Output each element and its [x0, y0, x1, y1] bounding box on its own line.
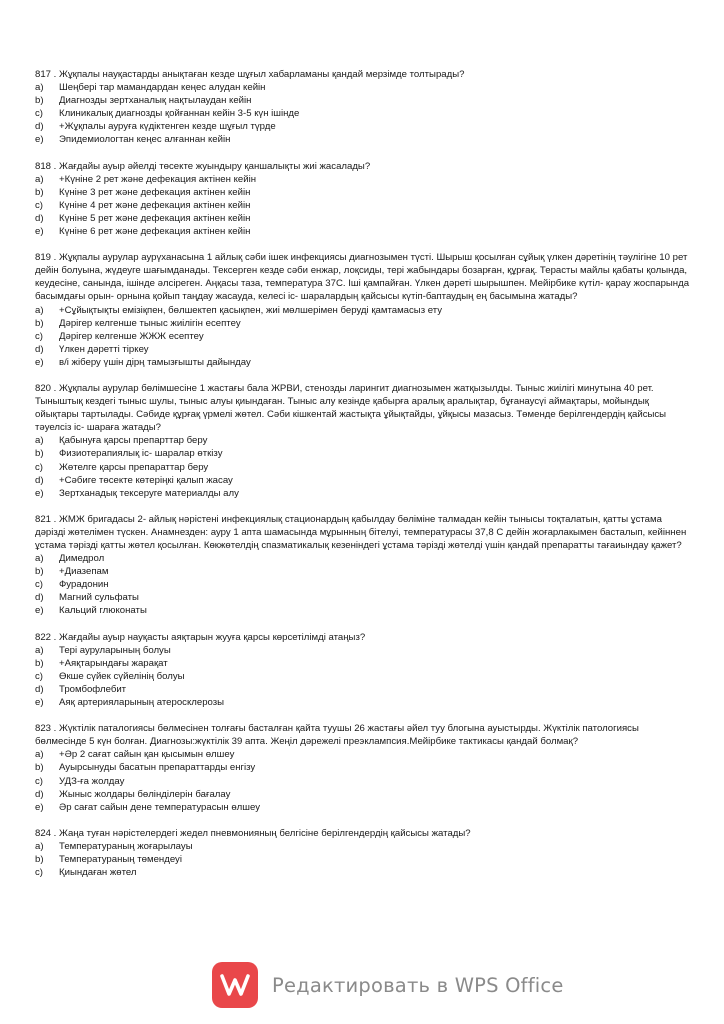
- question-block: [35, 827, 690, 879]
- option-letter: e): [35, 801, 44, 813]
- answer-option: [35, 591, 690, 604]
- option-letter: a): [35, 173, 44, 185]
- option-text: +Жұқпалы ауруға күдіктенген кезде шұғыл түрде: [59, 121, 276, 133]
- option-letter: d): [35, 788, 44, 800]
- answer-option: [35, 212, 690, 225]
- option-text: Диагнозды зертханалық нақтылаудан кейін: [59, 95, 252, 107]
- option-text: Магний сульфаты: [59, 592, 139, 604]
- option-letter: e): [35, 487, 44, 499]
- answer-option: [35, 474, 690, 487]
- option-letter: e): [35, 226, 44, 238]
- option-letter: d): [35, 592, 44, 604]
- option-text: +Күніне 2 рет және дефекация актінен кейін: [59, 173, 256, 185]
- option-letter: c): [35, 108, 43, 120]
- answer-option: [35, 343, 690, 356]
- option-text: УДЗ-ға жолдау: [59, 775, 125, 787]
- option-letter: b): [35, 566, 44, 578]
- option-letter: c): [35, 330, 43, 342]
- option-letter: d): [35, 474, 44, 486]
- option-letter: d): [35, 121, 44, 133]
- question-text: 821 . ЖМЖ бригадасы 2- айлық нәрістені инфекциялық стационардың қабылдау бөліміне талмадан кейін тынысы тоқталатын, қатты ұстама дәрізді жөтелімен түскен. Анамнезден: ауру 1 апта шамасында мұрынның бітелуі, температурасы 37,8 С дейін жоғарлакымен басталып, кейіннен ұстама тәрізді қатты жөтел қосылған. Көкжөтелдің спазматикалық кезеніндегі ұстама тәрізді жөтелді үшін қандай препаратты тағаиындау қажет?: [35, 513, 687, 551]
- answer-option: [35, 761, 690, 774]
- option-letter: a): [35, 749, 44, 761]
- option-text: +Аяқтарындағы жарақат: [59, 657, 168, 669]
- option-letter: c): [35, 867, 43, 879]
- answer-option: [35, 173, 690, 186]
- question-text: 824 . Жаңа туған нәрістелердегі жедел пневмонияның белгісіне берілгендердің қайсысы жатады?: [35, 827, 471, 839]
- option-text: Үлкен дәретті тіркеу: [59, 343, 149, 355]
- option-text: в/і жіберу үшін дірң тамызғышты дайындау: [59, 356, 251, 368]
- answer-option: [35, 657, 690, 670]
- option-text: Эпидемиологтан кеңес алғаннан кейін: [59, 134, 231, 146]
- answer-option: [35, 748, 690, 761]
- answer-option: [35, 604, 690, 617]
- answer-option: [35, 120, 690, 133]
- question-block: [35, 631, 690, 710]
- edit-in-wps-button[interactable]: [212, 962, 564, 1008]
- answer-option: [35, 81, 690, 94]
- question-block: [35, 382, 690, 500]
- option-text: Физиотерапиялық іс- шаралар өткізу: [59, 448, 223, 460]
- answer-option: [35, 107, 690, 120]
- option-text: Зертханадық тексеруге материалды алу: [59, 487, 239, 499]
- option-text: +Әр 2 сағат сайын қан қысымын өлшеу: [59, 749, 235, 761]
- answer-option: [35, 565, 690, 578]
- option-text: Дәрігер келгенше тыныс жиілігін есептеу: [59, 317, 241, 329]
- wps-logo-icon: [212, 962, 258, 1008]
- option-text: Күніне 6 рет және дефекация актінен кейін: [59, 226, 251, 238]
- option-text: Ауырсынуды басатын препараттарды енгізу: [59, 762, 256, 774]
- question-block: [35, 160, 690, 239]
- option-letter: c): [35, 461, 43, 473]
- option-letter: d): [35, 683, 44, 695]
- option-text: +Диазепам: [59, 566, 109, 578]
- option-text: Аяқ артерияларының атеросклерозы: [59, 697, 225, 709]
- answer-option: [35, 330, 690, 343]
- answer-option: [35, 853, 690, 866]
- question-text: 822 . Жағдайы ауыр науқасты аяқтарын жууға қарсы көрсетілімді атаңыз?: [35, 631, 366, 643]
- wps-banner-label: Редактировать в WPS Office: [272, 973, 564, 997]
- option-text: Күніне 5 рет және дефекация актінен кейін: [59, 212, 251, 224]
- answer-option: [35, 317, 690, 330]
- option-text: Клиникалық диагнозды қойғаннан кейін 3-5 күн ішінде: [59, 108, 300, 120]
- option-letter: e): [35, 356, 44, 368]
- option-letter: b): [35, 657, 44, 669]
- answer-option: [35, 133, 690, 146]
- answer-option: [35, 225, 690, 238]
- option-text: Күніне 3 рет және дефекация актінен кейін: [59, 186, 251, 198]
- answer-option: [35, 186, 690, 199]
- option-letter: b): [35, 448, 44, 460]
- option-letter: b): [35, 317, 44, 329]
- option-letter: e): [35, 697, 44, 709]
- option-letter: e): [35, 134, 44, 146]
- answer-option: [35, 199, 690, 212]
- option-letter: d): [35, 212, 44, 224]
- option-letter: c): [35, 670, 43, 682]
- question-text: 820 . Жұқпалы аурулар бөлімшесіне 1 жастағы бала ЖРВИ, стенозды ларингит диагнозымен жатқызылды. Тыныс жиілігі минутына 40 рет. Тыныштық кездегі тыныс шулы, тыныс алуы қиындаған. Тыныс алу кезінде қабырға аралық аралықтар, бұғанаусүі аймақтары, мойындық ойықтары тартылады. Сәбиде құрғақ үрмелі жөтел. Сәби кішкентай жастықта ұйықтайды, ұйқысы мазасыз. Төменде берілгендердің қайсысы тәуелсіз іс- шараға жатады?: [35, 382, 667, 434]
- question-text: 818 . Жағдайы ауыр әйелді төсекте жуындыру қаншалықты жиі жасалады?: [35, 160, 371, 172]
- option-text: Температураның жоғарылауы: [59, 840, 193, 852]
- answer-option: [35, 670, 690, 683]
- question-text: 817 . Жұқпалы науқастарды анықтаған кезде шұғыл хабарламаны қандай мерзімде толтырады?: [35, 69, 465, 80]
- option-text: Фурадонин: [59, 579, 109, 591]
- option-text: Шеңбері тар мамандардан кеңес алудан кейін: [59, 82, 266, 94]
- option-text: Қабынуға қарсы препарттар беру: [59, 435, 208, 447]
- answer-option: [35, 775, 690, 788]
- question-block: [35, 513, 690, 618]
- option-text: Қиындаған жөтел: [59, 867, 137, 879]
- answer-option: [35, 788, 690, 801]
- answer-option: [35, 578, 690, 591]
- answer-option: [35, 434, 690, 447]
- answer-option: [35, 356, 690, 369]
- option-letter: e): [35, 605, 44, 617]
- question-text: 823 . Жүктілік паталогиясы бөлмесінен толғағы басталған қайта туушы 26 жастағы әйел туу блогына ауыстырды. Жүктілік патологиясы бөлмесінде 5 күн болған. Диагнозы:жүктілік 39 апта. Жеңіл дәрежелі преэклампсия.Мейірбике тактикасы қандай болмақ?: [35, 723, 639, 748]
- question-block: [35, 722, 690, 814]
- answer-option: [35, 801, 690, 814]
- option-text: Күніне 4 рет және дефекация актінен кейін: [59, 199, 251, 211]
- answer-option: [35, 866, 690, 879]
- question-block: [35, 251, 690, 369]
- option-letter: b): [35, 186, 44, 198]
- option-text: Тері ауруларының болуы: [59, 644, 171, 656]
- answer-option: [35, 840, 690, 853]
- option-text: Дәрігер келгенше ЖЖЖ есептеу: [59, 330, 204, 342]
- option-letter: a): [35, 435, 44, 447]
- option-letter: c): [35, 775, 43, 787]
- option-text: Температураның төмендеуі: [59, 853, 182, 865]
- option-text: +Сұйықтықты емізіқпен, бөлшектеп қасықпен, жиі мөлшерімен беруді қамтамасыз ету: [59, 304, 443, 316]
- option-letter: a): [35, 840, 44, 852]
- question-block: [35, 68, 690, 147]
- option-letter: a): [35, 82, 44, 94]
- option-text: +Сәбиге төсекте көтеріңкі қалып жасау: [59, 474, 233, 486]
- answer-option: [35, 94, 690, 107]
- option-text: Әр сағат сайын дене температурасын өлшеу: [59, 801, 260, 813]
- option-text: Димедрол: [59, 553, 105, 565]
- option-letter: b): [35, 853, 44, 865]
- option-letter: a): [35, 304, 44, 316]
- answer-option: [35, 683, 690, 696]
- option-letter: c): [35, 199, 43, 211]
- answer-option: [35, 644, 690, 657]
- answer-option: [35, 304, 690, 317]
- answer-option: [35, 461, 690, 474]
- option-letter: d): [35, 343, 44, 355]
- option-letter: c): [35, 579, 43, 591]
- option-letter: a): [35, 644, 44, 656]
- question-text: 819 . Жұқпалы аурулар аурүханасына 1 айлық сәби ішек инфекциясы диагнозымен түсті. Шырыш қосылған сұйық үлкен дәретінің тәулігіне 10 рет дейін болуына, жүдеуге шағымданады. Тексерген кезде сәби енжар, лоқсиды, тері жабындары бозарған, құрғақ. Терасты майлы қабаты қолында, кеудесіне, санында, ішінде әлсіреген. Аңқасы таза, температура 37С. Іші қампайған. Үлкен дәреті шырышпен. Мейірбике күтіл- қарау жоспарында басымдағы орын- орнына қойып таңдау жасауда, келесі іс- шаралардың қайсысы күтіп-баптаудың ең басымына жатады?: [35, 252, 690, 303]
- answer-option: [35, 447, 690, 460]
- option-letter: b): [35, 762, 44, 774]
- answer-option: [35, 696, 690, 709]
- option-text: Жыныс жолдары бөлінділерін бағалау: [59, 788, 231, 800]
- option-text: Жөтелге қарсы препараттар беру: [59, 461, 209, 473]
- answer-option: [35, 552, 690, 565]
- option-text: Кальций глюконаты: [59, 605, 147, 617]
- option-letter: a): [35, 553, 44, 565]
- document-page: [35, 68, 690, 892]
- option-letter: b): [35, 95, 44, 107]
- answer-option: [35, 487, 690, 500]
- option-text: Тромбофлебит: [59, 683, 127, 695]
- option-text: Өкше сүйек сүйелінің болуы: [59, 670, 185, 682]
